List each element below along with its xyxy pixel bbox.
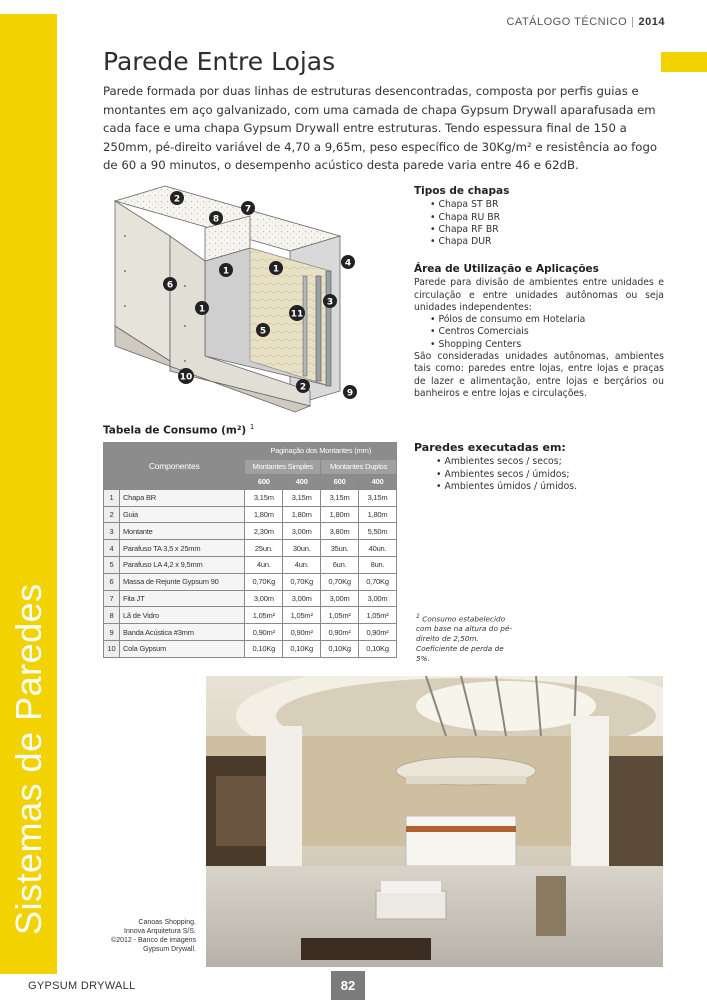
consumption-value: 0,90m² — [321, 624, 359, 641]
consumption-value: 0,90m² — [283, 624, 321, 641]
row-number: 10 — [104, 640, 120, 657]
consumption-value: 30un. — [283, 540, 321, 557]
callout-10: 10 — [179, 372, 193, 383]
component-name: Montante — [119, 523, 244, 540]
catalog-header — [506, 16, 665, 28]
consumption-value: 6un. — [321, 556, 359, 573]
table-row — [104, 607, 397, 624]
spacing-header: 400 — [283, 474, 321, 489]
callout-11: 11 — [290, 309, 304, 320]
list-item: • Centros Comerciais — [430, 326, 664, 338]
table-row — [104, 573, 397, 590]
consumption-value: 0,90m² — [245, 624, 283, 641]
callout-1b: 1 — [272, 264, 280, 275]
consumption-value: 40un. — [359, 540, 397, 557]
catalog-year: 2014 — [638, 16, 665, 28]
component-name: Banda Acústica #3mm — [119, 624, 244, 641]
walls-executed-section — [414, 442, 664, 493]
component-name: Massa de Rejunte Gypsum 90 — [119, 573, 244, 590]
consumption-value: 1,80m — [359, 506, 397, 523]
usage-area-section — [414, 263, 664, 400]
plate-types-section — [414, 185, 664, 248]
consumption-value: 0,70Kg — [359, 573, 397, 590]
pagination-header: Paginação dos Montantes (mm) — [245, 443, 397, 460]
table-row — [104, 540, 397, 557]
consumption-value: 3,15m — [245, 489, 283, 506]
plate-types-heading: Tipos de chapas — [414, 185, 510, 197]
callout-2a: 2 — [173, 194, 181, 205]
usage-area-note: São consideradas unidades autônomas, ambientes tais como: paredes entre lojas, entre lojas e praças de lazer e alimentação, entre lojas e berçários ou banheiros e entre lojas e circulações. — [414, 351, 664, 399]
walls-executed-list — [414, 456, 664, 493]
component-name: Parafuso LA 4,2 x 9,5mm — [119, 556, 244, 573]
spacing-header: 400 — [359, 474, 397, 489]
section-title-vertical: Sistemas de Paredes — [8, 583, 49, 935]
page-number: 82 — [331, 971, 365, 1000]
row-number: 2 — [104, 506, 120, 523]
callout-7: 7 — [244, 204, 252, 215]
list-item: • Pólos de consumo em Hotelaria — [430, 314, 664, 326]
row-number: 7 — [104, 590, 120, 607]
caption-line: ©2012 - Banco de imagens — [111, 937, 196, 944]
consumption-value: 1,05m² — [321, 607, 359, 624]
spacing-header: 600 — [245, 474, 283, 489]
header-separator: | — [631, 16, 635, 28]
consumption-value: 3,00m — [245, 590, 283, 607]
table-row — [104, 640, 397, 657]
list-item: • Shopping Centers — [430, 339, 664, 351]
table-title-footnote-mark: 1 — [249, 423, 255, 431]
simple-studs-header: Montantes Simples — [245, 459, 321, 474]
caption-line: Innova Arquitetura S/S. — [124, 928, 196, 935]
consumption-value: 1,80m — [321, 506, 359, 523]
photo-caption — [100, 918, 196, 954]
consumption-value: 35un. — [321, 540, 359, 557]
consumption-value: 3,15m — [359, 489, 397, 506]
consumption-value: 25un. — [245, 540, 283, 557]
row-number: 5 — [104, 556, 120, 573]
callout-8: 8 — [212, 214, 220, 225]
consumption-value: 3,15m — [321, 489, 359, 506]
consumption-value: 0,70Kg — [321, 573, 359, 590]
plate-types-list — [414, 199, 664, 248]
wall-diagram — [100, 176, 400, 414]
consumption-value: 1,80m — [283, 506, 321, 523]
consumption-value: 1,80m — [245, 506, 283, 523]
callout-1a: 1 — [222, 266, 230, 277]
usage-area-list — [414, 314, 664, 351]
caption-line: Canoas Shopping. — [138, 919, 196, 926]
consumption-value: 2,30m — [245, 523, 283, 540]
catalog-label: CATÁLOGO TÉCNICO — [506, 16, 628, 28]
consumption-value: 0,10Kg — [283, 640, 321, 657]
row-number: 8 — [104, 607, 120, 624]
consumption-value: 1,05m² — [359, 607, 397, 624]
consumption-value: 8un. — [359, 556, 397, 573]
consumption-value: 3,15m — [283, 489, 321, 506]
intro-paragraph: Parede formada por duas linhas de estruturas desencontradas, composta por perfis guias e montantes em aço galvanizado, com uma camada de chapa Gypsum Drywall aparafusada em cada face e uma chapa Gypsum Drywall entre estruturas. Tendo espessura final de 150 a 250mm, pé-direito variável de 4,70 a 9,65m, peso específico de 30Kg/m² e resistência ao fogo de 60 a 90 minutos, o desempenho acústico desta parede varia entre 46 e 62dB. — [103, 84, 658, 172]
consumption-value: 3,00m — [359, 590, 397, 607]
table-row — [104, 590, 397, 607]
consumption-value: 0,70Kg — [245, 573, 283, 590]
consumption-value: 0,90m² — [359, 624, 397, 641]
list-item: • Chapa RU BR — [430, 212, 664, 224]
footnote-text: Consumo estabelecido com base na altura do pé-direito de 2,50m. Coeficiente de perda de 5%. — [416, 614, 512, 664]
list-item: • Ambientes secos / úmidos; — [436, 469, 664, 481]
table-row — [104, 556, 397, 573]
consumption-value: 1,05m² — [245, 607, 283, 624]
list-item: • Chapa DUR — [430, 236, 664, 248]
row-number: 3 — [104, 523, 120, 540]
row-number: 4 — [104, 540, 120, 557]
callout-5: 5 — [259, 326, 267, 337]
row-number: 6 — [104, 573, 120, 590]
callout-2b: 2 — [299, 382, 307, 393]
spacing-header: 600 — [321, 474, 359, 489]
list-item: • Chapa ST BR — [430, 199, 664, 211]
callout-6: 6 — [166, 280, 174, 291]
list-item: • Ambientes secos / secos; — [436, 456, 664, 468]
component-name: Fita JT — [119, 590, 244, 607]
callout-4: 4 — [344, 258, 352, 269]
row-number: 1 — [104, 489, 120, 506]
list-item: • Ambientes úmidos / úmidos. — [436, 481, 664, 493]
page-title: Parede Entre Lojas — [103, 47, 336, 76]
consumption-value: 0,10Kg — [359, 640, 397, 657]
components-header: Componentes — [104, 443, 245, 490]
shopping-mall-photo — [206, 676, 663, 967]
callout-3: 3 — [326, 297, 334, 308]
consumption-value: 1,05m² — [283, 607, 321, 624]
list-item: • Chapa RF BR — [430, 224, 664, 236]
table-row — [104, 506, 397, 523]
consumption-value: 4un. — [283, 556, 321, 573]
footer-brand: GYPSUM DRYWALL — [28, 980, 136, 992]
consumption-value: 3,00m — [321, 590, 359, 607]
caption-line: Gypsum Drywall. — [143, 946, 196, 953]
walls-executed-heading: Paredes executadas em: — [414, 441, 566, 454]
component-name: Parafuso TA 3,5 x 25mm — [119, 540, 244, 557]
double-studs-header: Montantes Duplos — [321, 459, 397, 474]
table-row — [104, 624, 397, 641]
consumption-value: 3,00m — [283, 590, 321, 607]
consumption-value: 0,70Kg — [283, 573, 321, 590]
consumption-table — [103, 442, 397, 658]
consumption-table-title — [103, 423, 254, 437]
component-name: Cola Gypsum — [119, 640, 244, 657]
consumption-value: 0,10Kg — [245, 640, 283, 657]
component-name: Lã de Vidro — [119, 607, 244, 624]
consumption-value: 5,50m — [359, 523, 397, 540]
header-accent-tab — [661, 52, 707, 72]
table-footnote — [416, 612, 512, 664]
consumption-table-title-text: Tabela de Consumo (m²) — [103, 424, 247, 437]
component-name: Chapa BR — [119, 489, 244, 506]
component-name: Guia — [119, 506, 244, 523]
usage-area-text: Parede para divisão de ambientes entre unidades e circulação e entre unidades autônomas ou seja unidades independentes: — [414, 277, 664, 313]
usage-area-heading: Área de Utilização e Aplicações — [414, 263, 599, 275]
footnote-mark: 1 — [416, 613, 420, 620]
table-row — [104, 523, 397, 540]
callout-9: 9 — [346, 388, 354, 399]
consumption-value: 3,80m — [321, 523, 359, 540]
row-number: 9 — [104, 624, 120, 641]
consumption-value: 0,10Kg — [321, 640, 359, 657]
table-row — [104, 489, 397, 506]
consumption-value: 4un. — [245, 556, 283, 573]
callout-1c: 1 — [198, 304, 206, 315]
consumption-value: 3,00m — [283, 523, 321, 540]
